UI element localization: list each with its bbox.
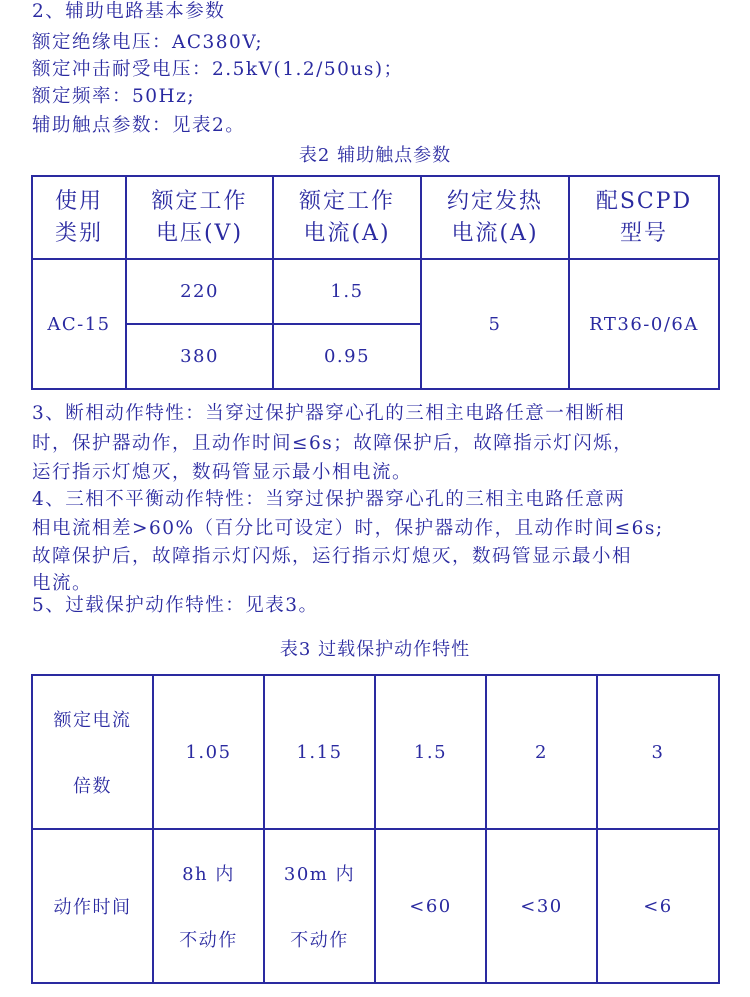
table3-time-cell: 8h 内 不动作 [153,829,264,983]
table2-header-row [32,176,719,259]
table2-header-voltage: 额定工作 电压(V) [126,176,273,259]
table3-multiple-label: 额定电流 倍数 [32,675,153,829]
section4-line-3: 故障保护后，故障指示灯闪烁，运行指示灯熄灭，数码管显示最小相 [32,546,633,567]
table3 [31,674,720,984]
section4-line-2: 相电流相差>60%（百分比可设定）时，保护器动作，且动作时间≤6s; [32,518,664,539]
section5-line: 5、过载保护动作特性：见表3。 [32,595,319,616]
table3-time-cell: <30 [486,829,597,983]
table2-caption: 表2 辅助触点参数 [298,145,452,166]
table3-time-row [32,829,719,983]
table2-header-category: 使用 类别 [32,176,126,259]
section4-line-1: 4、三相不平衡动作特性：当穿过保护器穿心孔的三相主电路任意两 [32,489,626,510]
section3-line-1: 3、断相动作特性：当穿过保护器穿心孔的三相主电路任意一相断相 [32,403,626,424]
table3-time-label: 动作时间 [32,829,153,983]
table3-caption: 表3 过载保护动作特性 [279,639,471,660]
table2-voltage-cell: 380 [126,324,273,389]
table2-header-scpd: 配SCPD 型号 [569,176,719,259]
table2-category-cell: AC-15 [32,259,126,389]
intro-line-1: 2、辅助电路基本参数 [32,1,226,22]
section3-line-2: 时，保护器动作，且动作时间≤6s；故障保护后，故障指示灯闪烁， [32,433,634,454]
table3-multiple-cell: 1.15 [264,675,375,829]
table-row [32,259,719,324]
table3-multiple-cell: 1.5 [375,675,486,829]
table2-header-thermal-current: 约定发热 电流(A) [421,176,569,259]
table2-current-cell: 0.95 [273,324,421,389]
table3-time-cell: <6 [597,829,719,983]
table3-time-cell: 30m 内 不动作 [264,829,375,983]
table2-current-cell: 1.5 [273,259,421,324]
table3-time-cell: <60 [375,829,486,983]
table3-multiple-row [32,675,719,829]
table2-voltage-cell: 220 [126,259,273,324]
section4-line-4: 电流。 [32,573,93,594]
table2-scpd-cell: RT36-0/6A [569,259,719,389]
intro-line-3: 额定冲击耐受电压：2.5kV(1.2/50us)； [32,59,404,80]
intro-line-2: 额定绝缘电压：AC380V; [32,32,264,53]
intro-line-5: 辅助触点参数：见表2。 [32,115,246,136]
table3-multiple-cell: 2 [486,675,597,829]
table2-header-current: 额定工作 电流(A) [273,176,421,259]
section3-line-3: 运行指示灯熄灭，数码管显示最小相电流。 [32,462,413,483]
intro-line-4: 额定频率：50Hz; [32,86,196,107]
table2-thermal-cell: 5 [421,259,569,389]
table3-multiple-cell: 3 [597,675,719,829]
table3-multiple-cell: 1.05 [153,675,264,829]
table2 [31,175,720,390]
